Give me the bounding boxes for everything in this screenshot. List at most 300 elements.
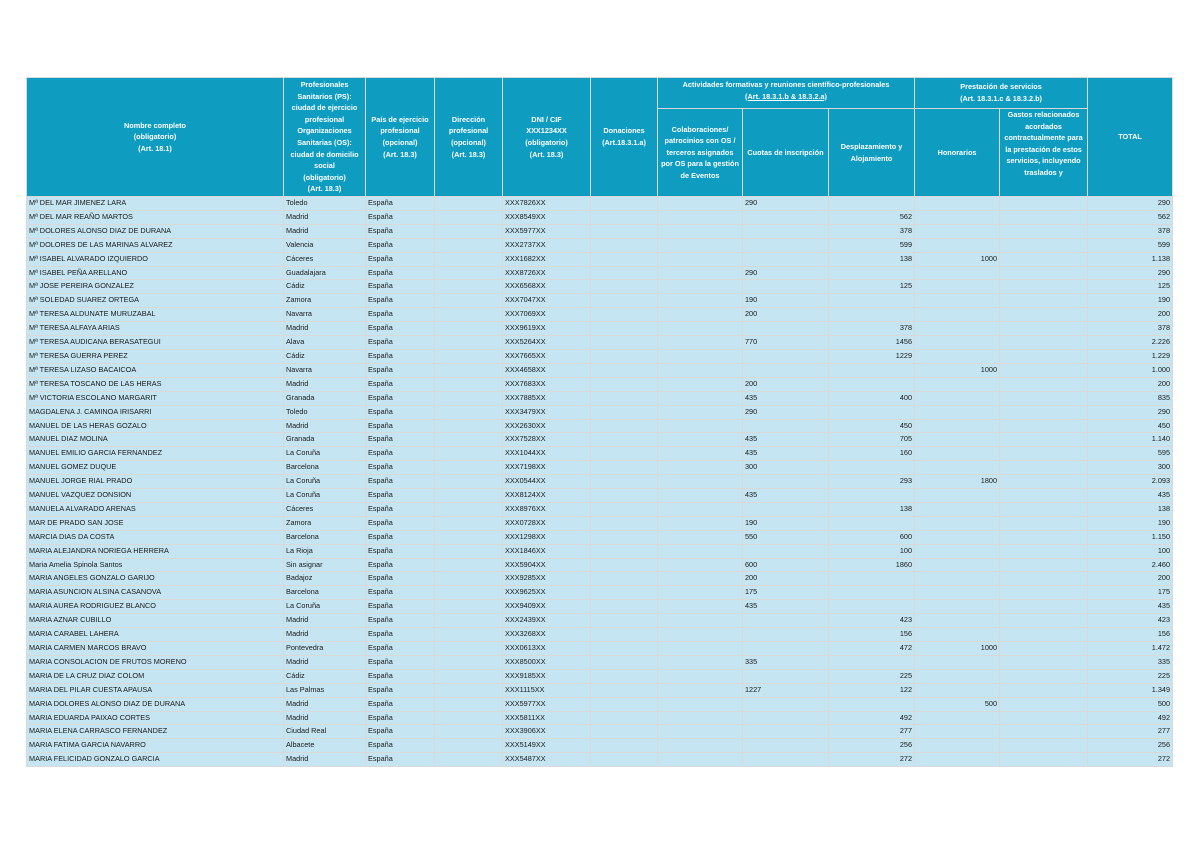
cell-total: 272	[1088, 753, 1173, 767]
cell-desplazamiento: 705	[829, 433, 915, 447]
cell-ciudad: Badajoz	[284, 572, 366, 586]
cell-pais: España	[366, 683, 435, 697]
cell-ciudad: Madrid	[284, 697, 366, 711]
cell-cuotas	[743, 502, 829, 516]
cell-dni: XXX9285XX	[503, 572, 591, 586]
table-row	[27, 600, 1173, 614]
header-direccion-line: (Art. 18.3)	[451, 149, 486, 159]
cell-gastos	[1000, 502, 1088, 516]
cell-pais: España	[366, 614, 435, 628]
cell-nombre: Mª TERESA GUERRA PEREZ	[27, 349, 284, 363]
header-ciudad-line: (obligatorio)	[303, 172, 346, 182]
cell-cuotas: 200	[743, 308, 829, 322]
cell-ciudad: Albacete	[284, 739, 366, 753]
cell-cuotas	[743, 475, 829, 489]
cell-honorarios	[915, 294, 1000, 308]
cell-direccion	[435, 461, 503, 475]
header-donaciones-line: Donaciones	[603, 126, 645, 136]
cell-dni: XXX1298XX	[503, 530, 591, 544]
cell-dni: XXX7665XX	[503, 349, 591, 363]
cell-honorarios	[915, 711, 1000, 725]
cell-nombre: MAGDALENA J. CAMINOA IRISARRI	[27, 405, 284, 419]
table-row	[27, 711, 1173, 725]
cell-pais: España	[366, 210, 435, 224]
cell-total: 2.226	[1088, 336, 1173, 350]
cell-donaciones	[591, 461, 658, 475]
cell-cuotas	[743, 280, 829, 294]
cell-pais: España	[366, 725, 435, 739]
cell-gastos	[1000, 433, 1088, 447]
cell-donaciones	[591, 739, 658, 753]
cell-gastos	[1000, 586, 1088, 600]
cell-gastos	[1000, 210, 1088, 224]
cell-desplazamiento: 100	[829, 544, 915, 558]
cell-total: 300	[1088, 461, 1173, 475]
cell-desplazamiento: 293	[829, 475, 915, 489]
table-row	[27, 572, 1173, 586]
cell-ciudad: La Rioja	[284, 544, 366, 558]
table-row	[27, 336, 1173, 350]
cell-cuotas	[743, 697, 829, 711]
cell-colaboraciones	[658, 530, 743, 544]
cell-desplazamiento	[829, 363, 915, 377]
cell-donaciones	[591, 655, 658, 669]
cell-desplazamiento	[829, 572, 915, 586]
cell-gastos	[1000, 419, 1088, 433]
header-group-prestacion	[915, 78, 1088, 109]
cell-nombre: MARIA ANGELES GONZALO GARIJO	[27, 572, 284, 586]
cell-direccion	[435, 197, 503, 211]
cell-nombre: MARCIA DIAS DA COSTA	[27, 530, 284, 544]
cell-gastos	[1000, 197, 1088, 211]
cell-gastos	[1000, 600, 1088, 614]
cell-desplazamiento: 599	[829, 238, 915, 252]
cell-cuotas	[743, 544, 829, 558]
cell-nombre: MARIA ALEJANDRA NORIEGA HERRERA	[27, 544, 284, 558]
cell-total: 175	[1088, 586, 1173, 600]
header-nombre-line: Nombre completo	[123, 120, 187, 130]
cell-ciudad: Granada	[284, 433, 366, 447]
cell-direccion	[435, 586, 503, 600]
cell-donaciones	[591, 349, 658, 363]
cell-gastos	[1000, 669, 1088, 683]
cell-dni: XXX9185XX	[503, 669, 591, 683]
cell-gastos	[1000, 280, 1088, 294]
cell-total: 595	[1088, 447, 1173, 461]
table-row	[27, 669, 1173, 683]
cell-ciudad: Sin asignar	[284, 558, 366, 572]
cell-cuotas: 200	[743, 377, 829, 391]
cell-dni: XXX6568XX	[503, 280, 591, 294]
cell-honorarios	[915, 266, 1000, 280]
cell-total: 835	[1088, 391, 1173, 405]
cell-pais: España	[366, 600, 435, 614]
table-row	[27, 753, 1173, 767]
cell-total: 190	[1088, 294, 1173, 308]
cell-total: 450	[1088, 419, 1173, 433]
cell-cuotas: 770	[743, 336, 829, 350]
cell-cuotas	[743, 739, 829, 753]
cell-cuotas: 290	[743, 266, 829, 280]
cell-honorarios	[915, 322, 1000, 336]
table-row	[27, 280, 1173, 294]
cell-honorarios: 1000	[915, 363, 1000, 377]
cell-pais: España	[366, 377, 435, 391]
cell-honorarios: 1000	[915, 642, 1000, 656]
cell-direccion	[435, 405, 503, 419]
cell-honorarios	[915, 308, 1000, 322]
cell-direccion	[435, 266, 503, 280]
cell-ciudad: Cádiz	[284, 669, 366, 683]
cell-desplazamiento	[829, 308, 915, 322]
cell-gastos	[1000, 725, 1088, 739]
cell-ciudad: La Coruña	[284, 600, 366, 614]
cell-honorarios	[915, 377, 1000, 391]
cell-direccion	[435, 391, 503, 405]
cell-dni: XXX1846XX	[503, 544, 591, 558]
cell-nombre: Maria Amelia Spinola Santos	[27, 558, 284, 572]
cell-dni: XXX5811XX	[503, 711, 591, 725]
cell-total: 100	[1088, 544, 1173, 558]
table-row	[27, 614, 1173, 628]
cell-colaboraciones	[658, 308, 743, 322]
cell-ciudad: Madrid	[284, 224, 366, 238]
cell-colaboraciones	[658, 614, 743, 628]
cell-dni: XXX7198XX	[503, 461, 591, 475]
cell-dni: XXX7826XX	[503, 197, 591, 211]
cell-pais: España	[366, 294, 435, 308]
cell-cuotas: 435	[743, 489, 829, 503]
cell-nombre: MANUEL DIAZ MOLINA	[27, 433, 284, 447]
cell-total: 290	[1088, 197, 1173, 211]
cell-cuotas: 550	[743, 530, 829, 544]
cell-total: 277	[1088, 725, 1173, 739]
cell-colaboraciones	[658, 711, 743, 725]
cell-pais: España	[366, 252, 435, 266]
cell-direccion	[435, 433, 503, 447]
cell-total: 290	[1088, 405, 1173, 419]
cell-desplazamiento	[829, 377, 915, 391]
cell-gastos	[1000, 489, 1088, 503]
header-prestacion-line: (Art. 18.3.1.c & 18.3.2.b)	[960, 94, 1042, 103]
cell-direccion	[435, 614, 503, 628]
cell-dni: XXX1044XX	[503, 447, 591, 461]
cell-nombre: MARIA ELENA CARRASCO FERNANDEZ	[27, 725, 284, 739]
header-prestacion-line: Prestación de servicios	[960, 82, 1042, 92]
cell-colaboraciones	[658, 586, 743, 600]
cell-colaboraciones	[658, 266, 743, 280]
cell-desplazamiento: 122	[829, 683, 915, 697]
cell-cuotas: 290	[743, 197, 829, 211]
cell-honorarios	[915, 655, 1000, 669]
cell-gastos	[1000, 655, 1088, 669]
header-cuotas	[743, 109, 829, 197]
cell-desplazamiento: 160	[829, 447, 915, 461]
cell-gastos	[1000, 377, 1088, 391]
cell-colaboraciones	[658, 655, 743, 669]
table-row	[27, 544, 1173, 558]
cell-direccion	[435, 711, 503, 725]
cell-donaciones	[591, 516, 658, 530]
cell-total: 2.460	[1088, 558, 1173, 572]
cell-ciudad: La Coruña	[284, 475, 366, 489]
cell-honorarios	[915, 280, 1000, 294]
table-row	[27, 252, 1173, 266]
cell-dni: XXX8726XX	[503, 266, 591, 280]
cell-ciudad: Cáceres	[284, 502, 366, 516]
cell-colaboraciones	[658, 447, 743, 461]
cell-honorarios	[915, 210, 1000, 224]
cell-desplazamiento: 378	[829, 322, 915, 336]
cell-direccion	[435, 530, 503, 544]
header-dni-line: (Art. 18.3)	[529, 149, 564, 159]
cell-honorarios	[915, 753, 1000, 767]
cell-direccion	[435, 628, 503, 642]
cell-donaciones	[591, 642, 658, 656]
table-row	[27, 475, 1173, 489]
cell-gastos	[1000, 252, 1088, 266]
cell-nombre: MANUELA ALVARADO ARENAS	[27, 502, 284, 516]
cell-donaciones	[591, 530, 658, 544]
cell-desplazamiento	[829, 294, 915, 308]
table-row	[27, 530, 1173, 544]
cell-honorarios	[915, 683, 1000, 697]
cell-honorarios	[915, 572, 1000, 586]
cell-donaciones	[591, 377, 658, 391]
cell-desplazamiento	[829, 586, 915, 600]
cell-total: 599	[1088, 238, 1173, 252]
cell-colaboraciones	[658, 642, 743, 656]
cell-cuotas: 290	[743, 405, 829, 419]
header-pais-line: (Art. 18.3)	[383, 149, 417, 159]
table-row	[27, 349, 1173, 363]
header-dni	[503, 78, 591, 197]
cell-donaciones	[591, 322, 658, 336]
cell-cuotas	[743, 224, 829, 238]
cell-pais: España	[366, 349, 435, 363]
cell-honorarios	[915, 544, 1000, 558]
cell-gastos	[1000, 461, 1088, 475]
header-desplazamiento	[829, 109, 915, 197]
cell-gastos	[1000, 336, 1088, 350]
cell-direccion	[435, 572, 503, 586]
cell-total: 290	[1088, 266, 1173, 280]
table-row	[27, 294, 1173, 308]
transfers-table	[26, 77, 1173, 767]
cell-gastos	[1000, 614, 1088, 628]
cell-direccion	[435, 308, 503, 322]
cell-cuotas: 200	[743, 572, 829, 586]
cell-dni: XXX5264XX	[503, 336, 591, 350]
header-dni-line: XXX1234XX	[526, 126, 567, 136]
cell-desplazamiento: 1229	[829, 349, 915, 363]
table-row	[27, 739, 1173, 753]
cell-pais: España	[366, 544, 435, 558]
cell-pais: España	[366, 669, 435, 683]
cell-honorarios	[915, 336, 1000, 350]
table-row	[27, 433, 1173, 447]
cell-pais: España	[366, 322, 435, 336]
cell-colaboraciones	[658, 475, 743, 489]
cell-ciudad: Madrid	[284, 210, 366, 224]
cell-direccion	[435, 252, 503, 266]
cell-donaciones	[591, 544, 658, 558]
cell-ciudad: Valencia	[284, 238, 366, 252]
cell-pais: España	[366, 586, 435, 600]
cell-colaboraciones	[658, 405, 743, 419]
cell-dni: XXX8124XX	[503, 489, 591, 503]
header-desplazamiento-text: Desplazamiento y Alojamiento	[840, 141, 903, 163]
cell-honorarios	[915, 489, 1000, 503]
cell-desplazamiento	[829, 197, 915, 211]
cell-nombre: Mª TERESA LIZASO BACAICOA	[27, 363, 284, 377]
header-gastos-text: Gastos relacionados acordados contractualmente para la prestación de estos servicios, incluyendo traslados y	[1004, 110, 1083, 177]
cell-cuotas	[743, 238, 829, 252]
cell-desplazamiento: 1456	[829, 336, 915, 350]
cell-direccion	[435, 294, 503, 308]
cell-honorarios	[915, 739, 1000, 753]
cell-gastos	[1000, 516, 1088, 530]
cell-desplazamiento: 600	[829, 530, 915, 544]
cell-cuotas	[743, 322, 829, 336]
cell-total: 256	[1088, 739, 1173, 753]
cell-dni: XXX7069XX	[503, 308, 591, 322]
cell-gastos	[1000, 642, 1088, 656]
cell-colaboraciones	[658, 725, 743, 739]
cell-pais: España	[366, 266, 435, 280]
cell-gastos	[1000, 739, 1088, 753]
cell-colaboraciones	[658, 697, 743, 711]
cell-cuotas	[743, 419, 829, 433]
cell-honorarios	[915, 238, 1000, 252]
header-dni-line: DNI / CIF	[531, 114, 562, 124]
cell-total: 435	[1088, 600, 1173, 614]
cell-ciudad: Madrid	[284, 753, 366, 767]
cell-pais: España	[366, 697, 435, 711]
table-row	[27, 377, 1173, 391]
cell-ciudad: Barcelona	[284, 461, 366, 475]
cell-nombre: MARIA CONSOLACION DE FRUTOS MORENO	[27, 655, 284, 669]
table-row	[27, 210, 1173, 224]
table-row	[27, 558, 1173, 572]
table-row	[27, 461, 1173, 475]
header-nombre	[27, 78, 284, 197]
cell-donaciones	[591, 628, 658, 642]
cell-total: 562	[1088, 210, 1173, 224]
cell-dni: XXX3268XX	[503, 628, 591, 642]
cell-direccion	[435, 600, 503, 614]
cell-honorarios	[915, 391, 1000, 405]
cell-dni: XXX7683XX	[503, 377, 591, 391]
cell-dni: XXX9619XX	[503, 322, 591, 336]
cell-gastos	[1000, 572, 1088, 586]
cell-colaboraciones	[658, 419, 743, 433]
cell-honorarios	[915, 197, 1000, 211]
cell-dni: XXX8549XX	[503, 210, 591, 224]
header-colaboraciones-text: Colaboraciones/ patrocinios con OS / terceros asignados por OS para la gestión de Eventos	[661, 124, 739, 180]
table-row	[27, 266, 1173, 280]
header-honorarios-text: Honorarios	[937, 147, 977, 157]
cell-pais: España	[366, 405, 435, 419]
cell-colaboraciones	[658, 489, 743, 503]
cell-dni: XXX3479XX	[503, 405, 591, 419]
cell-honorarios	[915, 558, 1000, 572]
cell-cuotas: 175	[743, 586, 829, 600]
header-group-actividades	[658, 78, 915, 109]
cell-total: 225	[1088, 669, 1173, 683]
cell-dni: XXX9625XX	[503, 586, 591, 600]
cell-gastos	[1000, 308, 1088, 322]
cell-ciudad: Navarra	[284, 308, 366, 322]
cell-gastos	[1000, 224, 1088, 238]
cell-total: 1.150	[1088, 530, 1173, 544]
cell-direccion	[435, 419, 503, 433]
cell-nombre: Mª DOLORES DE LAS MARINAS ALVAREZ	[27, 238, 284, 252]
cell-nombre: Mª DOLORES ALONSO DIAZ DE DURANA	[27, 224, 284, 238]
cell-desplazamiento: 378	[829, 224, 915, 238]
cell-desplazamiento	[829, 655, 915, 669]
cell-total: 190	[1088, 516, 1173, 530]
cell-colaboraciones	[658, 336, 743, 350]
cell-dni: XXX8500XX	[503, 655, 591, 669]
cell-total: 1.349	[1088, 683, 1173, 697]
cell-dni: XXX5149XX	[503, 739, 591, 753]
cell-dni: XXX5977XX	[503, 697, 591, 711]
cell-dni: XXX5977XX	[503, 224, 591, 238]
cell-nombre: MARIA FATIMA GARCIA NAVARRO	[27, 739, 284, 753]
cell-honorarios	[915, 669, 1000, 683]
cell-nombre: MARIA AZNAR CUBILLO	[27, 614, 284, 628]
cell-honorarios	[915, 349, 1000, 363]
cell-gastos	[1000, 405, 1088, 419]
table-row	[27, 502, 1173, 516]
cell-gastos	[1000, 711, 1088, 725]
cell-total: 335	[1088, 655, 1173, 669]
cell-donaciones	[591, 683, 658, 697]
cell-pais: España	[366, 502, 435, 516]
cell-honorarios	[915, 628, 1000, 642]
cell-donaciones	[591, 669, 658, 683]
cell-cuotas: 435	[743, 433, 829, 447]
cell-direccion	[435, 739, 503, 753]
cell-donaciones	[591, 753, 658, 767]
cell-colaboraciones	[658, 502, 743, 516]
cell-nombre: Mª TERESA ALFAYA ARIAS	[27, 322, 284, 336]
cell-direccion	[435, 210, 503, 224]
cell-direccion	[435, 669, 503, 683]
cell-nombre: MARIA DOLORES ALONSO DIAZ DE DURANA	[27, 697, 284, 711]
cell-honorarios	[915, 516, 1000, 530]
table-row	[27, 224, 1173, 238]
cell-cuotas	[743, 642, 829, 656]
cell-donaciones	[591, 197, 658, 211]
cell-pais: España	[366, 433, 435, 447]
cell-cuotas: 435	[743, 600, 829, 614]
cell-ciudad: Navarra	[284, 363, 366, 377]
cell-colaboraciones	[658, 628, 743, 642]
cell-nombre: Mª ISABEL ALVARADO IZQUIERDO	[27, 252, 284, 266]
cell-donaciones	[591, 308, 658, 322]
cell-pais: España	[366, 238, 435, 252]
cell-total: 378	[1088, 322, 1173, 336]
cell-pais: España	[366, 753, 435, 767]
table-row	[27, 363, 1173, 377]
cell-total: 500	[1088, 697, 1173, 711]
cell-honorarios	[915, 502, 1000, 516]
header-ciudad-line: Organizaciones Sanitarias (OS): ciudad de domicilio social	[290, 126, 359, 171]
header-gastos	[1000, 109, 1088, 197]
cell-nombre: MARIA AUREA RODRIGUEZ BLANCO	[27, 600, 284, 614]
